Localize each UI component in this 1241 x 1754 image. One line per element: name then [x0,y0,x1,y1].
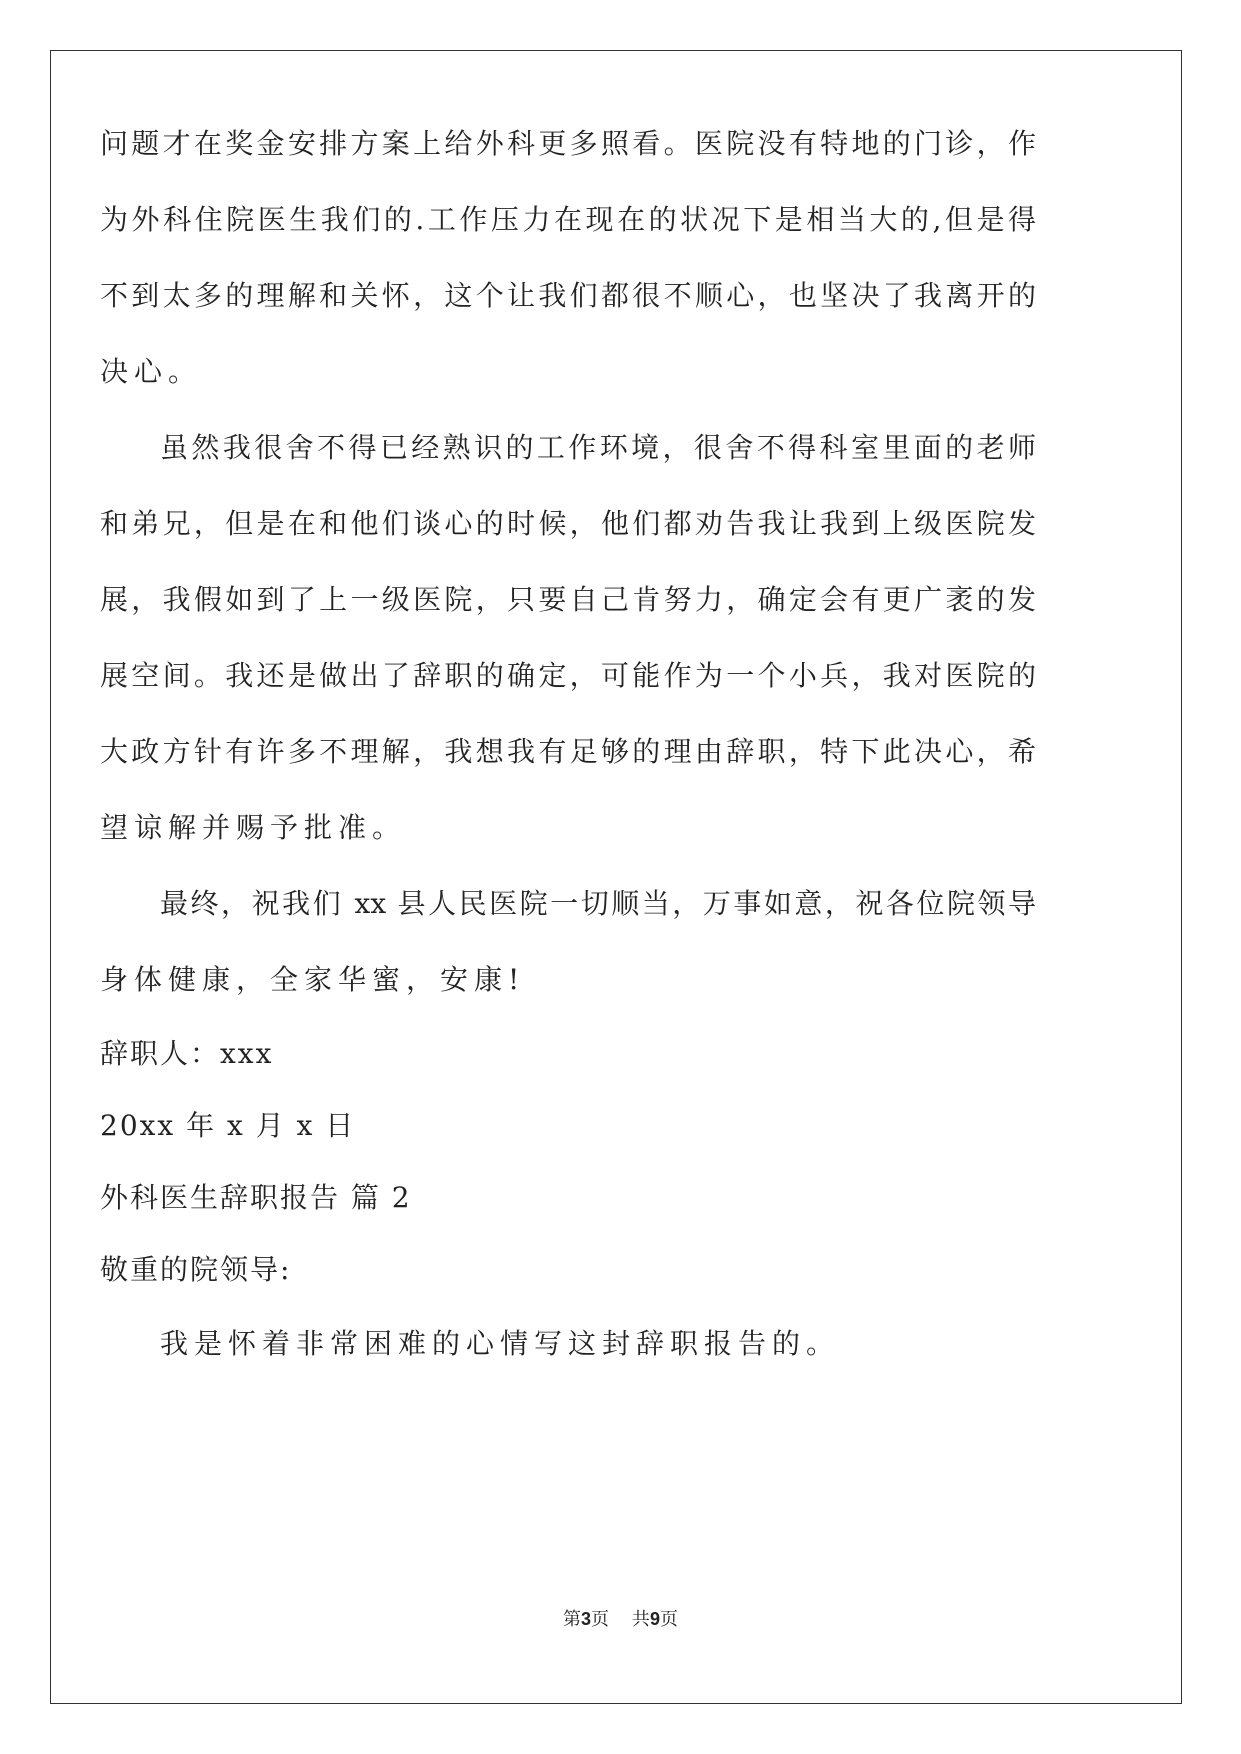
salutation: 敬重的院领导: [100,1253,292,1286]
text-line: 望谅解并赐予批准。 [100,811,407,844]
text-line: 展，我假如到了上一级医院，只要自己肯努力，确定会有更广袤的发 [100,583,1036,616]
text-line: 展空间。我还是做出了辞职的确定，可能作为一个小兵，我对医院的 [100,659,1036,692]
text-line: 身体健康，全家华蜜，安康! [100,963,526,996]
date-line: 20xx 年 x 月 x 日 [100,1109,356,1142]
paragraph-start: 我是怀着非常困难的心情写这封辞职报告的。 [160,1327,841,1360]
section-heading: 外科医生辞职报告 篇 2 [100,1181,412,1214]
footer-middle: 页 共 [591,1609,650,1630]
text-line: 大政方针有许多不理解，我想我有足够的理由辞职，特下此决心，希 [100,735,1036,768]
text-line: 和弟兄，但是在和他们谈心的时候，他们都劝告我让我到上级医院发 [100,507,1036,540]
total-page-number: 9 [649,1609,660,1629]
signature-line: 辞职人：xxx [100,1037,274,1070]
paragraph-start: 最终，祝我们 xx 县人民医院一切顺当，万事如意，祝各位院领导 [160,887,1036,920]
page-footer [0,1607,1241,1632]
text-line: 为外科住院医生我们的.工作压力在现在的状况下是相当大的,但是得 [100,203,1036,236]
footer-prefix: 第 [563,1609,582,1630]
paragraph-start: 虽然我很舍不得已经熟识的工作环境，很舍不得科室里面的老师 [160,431,1036,464]
text-line: 决心。 [100,355,203,388]
footer-suffix: 页 [659,1609,678,1630]
current-page-number: 3 [581,1609,592,1629]
text-line: 问题才在奖金安排方案上给外科更多照看。医院没有特地的门诊，作 [100,127,1036,160]
text-line: 不到太多的理解和关怀，这个让我们都很不顺心，也坚决了我离开的 [100,279,1036,312]
